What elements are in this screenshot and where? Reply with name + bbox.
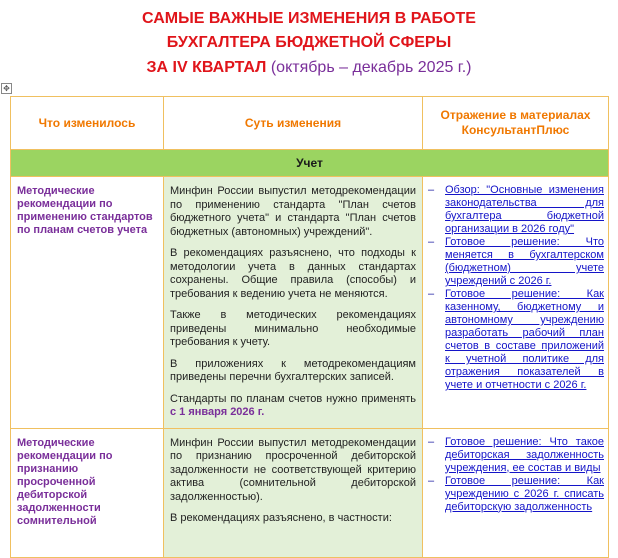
header-materials: Отражение в материалах КонсультантПлюс [423,97,609,150]
dash-bullet-icon: – [428,288,435,300]
essence-text: Стандарты по планам счетов нужно применять [170,392,416,405]
row-essence [164,177,423,429]
changes-table [10,96,609,558]
title-period: (октябрь – декабрь 2025 г.) [266,59,472,76]
material-link[interactable]: Обзор: "Основные изменения законодательства для бухгалтера бюджетной организации в 2026 году" [445,184,604,235]
dash-bullet-icon: – [428,236,435,248]
essence-paragraph [170,393,416,420]
row-what: Методические рекомендации по признанию просроченной дебиторской задолженности сомнительной [11,428,164,557]
title-line-3 [0,58,618,78]
material-link[interactable]: Готовое решение: Что меняется в бухгалтерском (бюджетном) учете учреждений с 2026 г. [445,236,604,287]
dash-bullet-icon: – [428,184,435,196]
essence-paragraph: В рекомендациях разъяснено, в частности: [170,512,392,524]
essence-paragraph: В приложениях к методрекомендациям приведены перечни бухгалтерских записей. [170,357,416,383]
table-row [11,177,609,429]
essence-paragraph: Минфин России выпустил методрекомендации по признанию просроченной дебиторской задолженности не соответствующей критерию актива (сомнительной дебиторской задолженностью). [170,436,416,503]
row-essence [164,428,423,557]
table-row [11,428,609,557]
material-link[interactable]: Готовое решение: Как учреждению с 2026 г. списать дебиторскую задолженность [445,474,604,513]
row-materials [423,428,609,557]
dash-bullet-icon: – [428,435,435,448]
table-move-handle-icon[interactable]: ✥ [1,83,12,94]
essence-paragraph: Также в методических рекомендациях приведены минимально необходимые требования к учету. [170,309,416,348]
essence-paragraph: В рекомендациях разъяснено, что подходы к методологии учета в данных стандартах сохранены. Общие правила (способы) и требования к ведению учета не меняются. [170,247,416,300]
header-essence: Суть изменения [164,97,423,150]
title-quarter: ЗА IV КВАРТАЛ [146,59,267,76]
essence-paragraph: Минфин России выпустил методрекомендации по применению стандарта "План счетов бюджетного учета" и стандарта "План счетов бюджетных (автономных) учреждений". [170,185,416,238]
list-item [425,236,604,288]
section-title: Учет [11,150,609,177]
title-line-2: БУХГАЛТЕРА БЮДЖЕТНОЙ СФЕРЫ [166,34,452,51]
row-what: Методические рекомендации по применению стандартов по планам счетов учета [11,177,164,429]
list-item [425,436,604,475]
material-link[interactable]: Готовое решение: Что такое дебиторская задолженность учреждения, ее состав и виды [445,435,604,474]
table-header-row [11,97,609,150]
essence-date: с 1 января 2026 г. [170,406,265,418]
section-row [11,150,609,177]
title-line-1: САМЫЕ ВАЖНЫЕ ИЗМЕНЕНИЯ В РАБОТЕ [142,10,476,27]
dash-bullet-icon: – [428,474,435,487]
list-item [425,184,604,236]
header-what: Что изменилось [11,97,164,150]
list-item [425,288,604,392]
list-item [425,475,604,514]
row-materials [423,177,609,429]
material-link[interactable]: Готовое решение: Как казенному, бюджетному и автономному учреждению разработать рабочий план счетов в составе приложений к учетной политике для отражения показателей в учете и отчетности с 2026 г. [445,288,604,391]
